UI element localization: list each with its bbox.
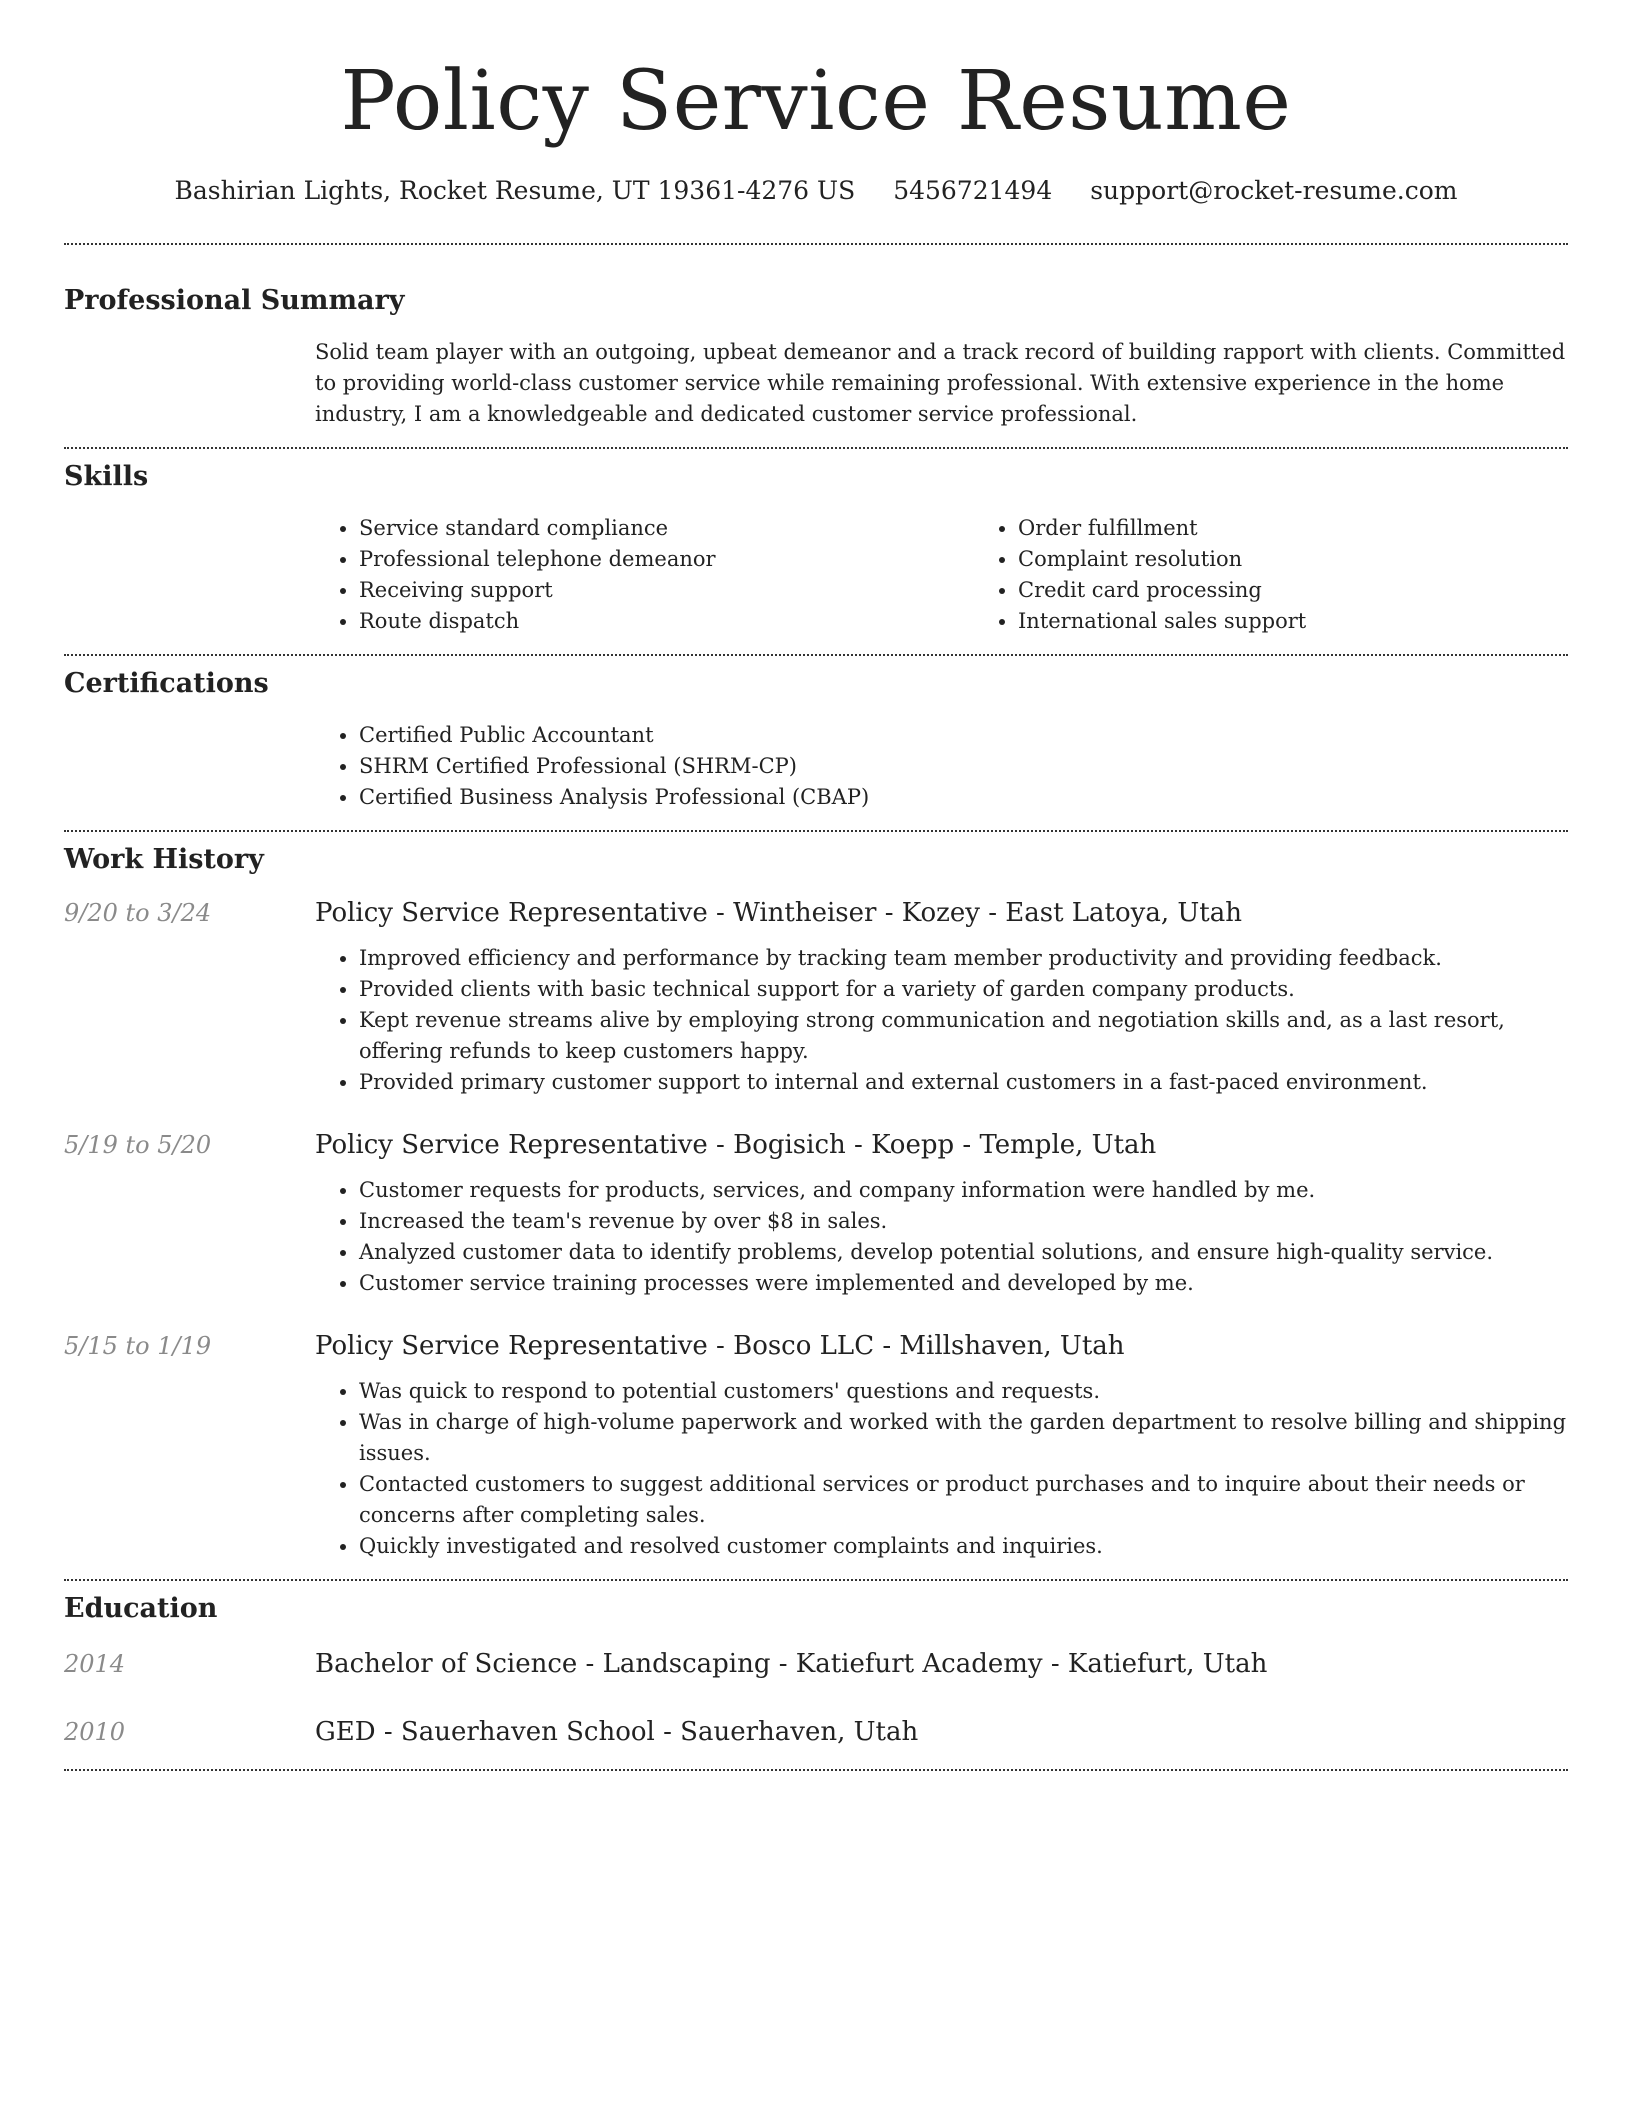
list-item: • Credit card processing	[1018, 575, 1632, 606]
skills-heading: Skills	[64, 461, 149, 492]
list-item: • Kept revenue streams alive by employing strong communication and negotiation skills and, as a last resort, offering refunds to keep customers happy.	[359, 1005, 1568, 1067]
education-entry	[64, 1715, 1568, 1749]
education-heading: Education	[64, 1593, 218, 1624]
education-text: Bachelor of Science - Landscaping - Katiefurt Academy - Katiefurt, Utah	[315, 1649, 1268, 1679]
contact-phone: 5456721494	[893, 176, 1053, 205]
education-year: 2010	[64, 1718, 126, 1746]
divider	[64, 654, 1568, 656]
education-year: 2014	[64, 1650, 126, 1678]
list-item: • Order fulfillment	[1018, 513, 1632, 544]
certifications-heading: Certifications	[64, 668, 269, 699]
list-item: • Provided primary customer support to internal and external customers in a fast-paced environment.	[359, 1067, 1568, 1098]
list-item: • Analyzed customer data to identify problems, develop potential solutions, and ensure high-quality service.	[359, 1237, 1568, 1268]
divider	[64, 1769, 1568, 1771]
education-entry	[64, 1647, 1568, 1681]
list-item: • Was in charge of high-volume paperwork and worked with the garden department to resolve billing and shipping issues.	[359, 1407, 1568, 1469]
summary-section	[64, 283, 1568, 430]
list-item: • Customer requests for products, services, and company information were handled by me.	[359, 1175, 1568, 1206]
job-dates: 5/15 to 1/19	[64, 1332, 212, 1360]
job-bullets	[315, 1376, 1568, 1562]
list-item: • Provided clients with basic technical support for a variety of garden company products.	[359, 974, 1568, 1005]
summary-heading: Professional Summary	[64, 285, 405, 316]
job-dates: 9/20 to 3/24	[64, 899, 212, 927]
list-item: • Was quick to respond to potential customers' questions and requests.	[359, 1376, 1568, 1407]
contact-email: support@rocket-resume.com	[1090, 176, 1458, 205]
list-item: • Professional telephone demeanor	[359, 544, 974, 575]
job-entry	[64, 1128, 1568, 1299]
summary-text: Solid team player with an outgoing, upbeat demeanor and a track record of building rapport with clients. Committed to providing world-class customer service while remaining professional. With extensive experience in the home industry, I am a knowledgeable and dedicated customer service professional.	[315, 340, 1566, 426]
divider	[64, 447, 1568, 449]
job-entry	[64, 1329, 1568, 1562]
work-history-heading: Work History	[64, 844, 264, 875]
job-title: Policy Service Representative - Bogisich - Koepp - Temple, Utah	[315, 1130, 1157, 1160]
list-item: • SHRM Certified Professional (SHRM-CP)	[359, 751, 1568, 782]
job-bullets	[315, 1175, 1568, 1299]
contact-line	[64, 174, 1568, 208]
education-section	[64, 1591, 1568, 1749]
skills-list-right	[974, 513, 1632, 637]
job-bullets	[315, 943, 1568, 1098]
list-item: • Certified Business Analysis Professional (CBAP)	[359, 782, 1568, 813]
divider	[64, 243, 1568, 245]
certifications-section	[64, 666, 1568, 813]
skills-section	[64, 459, 1568, 637]
skills-list-left	[315, 513, 974, 637]
list-item: • Route dispatch	[359, 606, 974, 637]
divider	[64, 1579, 1568, 1581]
education-text: GED - Sauerhaven School - Sauerhaven, Utah	[315, 1717, 919, 1747]
job-entry	[64, 896, 1568, 1098]
list-item: • Quickly investigated and resolved customer complaints and inquiries.	[359, 1531, 1568, 1562]
list-item: • Complaint resolution	[1018, 544, 1632, 575]
job-title: Policy Service Representative - Wintheiser - Kozey - East Latoya, Utah	[315, 898, 1242, 928]
job-title: Policy Service Representative - Bosco LLC - Millshaven, Utah	[315, 1331, 1125, 1361]
list-item: • Increased the team's revenue by over $8 in sales.	[359, 1206, 1568, 1237]
resume-title: Policy Service Resume	[340, 54, 1292, 149]
job-dates: 5/19 to 5/20	[64, 1131, 212, 1159]
list-item: • International sales support	[1018, 606, 1632, 637]
list-item: • Contacted customers to suggest additional services or product purchases and to inquire about their needs or concerns after completing sales.	[359, 1469, 1568, 1531]
list-item: • Service standard compliance	[359, 513, 974, 544]
certifications-list	[315, 720, 1568, 813]
list-item: • Customer service training processes were implemented and developed by me.	[359, 1268, 1568, 1299]
work-history-section	[64, 842, 1568, 1562]
list-item: • Certified Public Accountant	[359, 720, 1568, 751]
divider	[64, 830, 1568, 832]
list-item: • Improved efficiency and performance by tracking team member productivity and providing feedback.	[359, 943, 1568, 974]
contact-address: Bashirian Lights, Rocket Resume, UT 19361-4276 US	[174, 176, 856, 205]
list-item: • Receiving support	[359, 575, 974, 606]
